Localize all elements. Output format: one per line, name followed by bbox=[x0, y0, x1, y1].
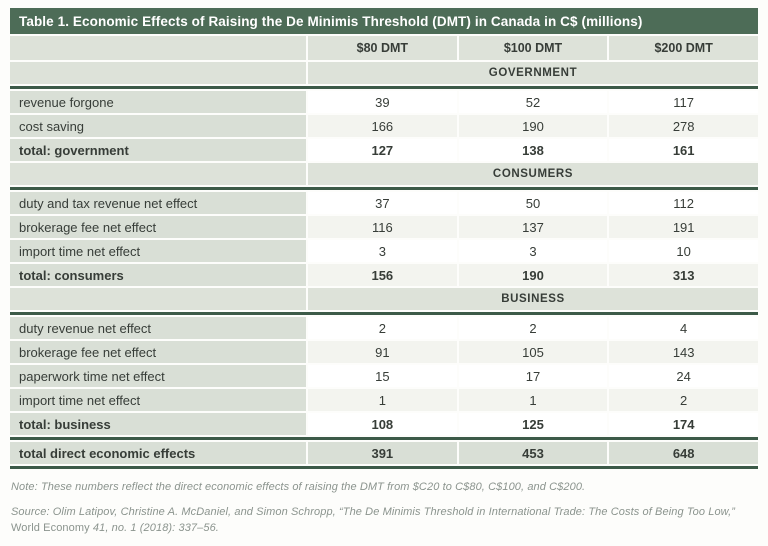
cell-value: 125 bbox=[459, 413, 608, 435]
cell-value: 52 bbox=[459, 91, 608, 113]
cell-value: 91 bbox=[308, 341, 457, 363]
grand-total-rule-bottom bbox=[10, 466, 758, 469]
cell-value: 112 bbox=[609, 192, 758, 214]
row-label: total: government bbox=[10, 139, 306, 161]
row-label: paperwork time net effect bbox=[10, 365, 306, 387]
source-citation-pages: 41, no. 1 (2018): 337–56. bbox=[89, 521, 219, 534]
column-header-200dmt: $200 DMT bbox=[609, 36, 758, 60]
column-header-row bbox=[10, 36, 758, 60]
cell-value: 105 bbox=[459, 341, 608, 363]
section-header-spacer bbox=[10, 62, 306, 84]
row-label: total: business bbox=[10, 413, 306, 435]
cell-value: 17 bbox=[459, 365, 608, 387]
table-row bbox=[10, 115, 758, 137]
row-label: brokerage fee net effect bbox=[10, 216, 306, 238]
cell-value: 166 bbox=[308, 115, 457, 137]
section-rule bbox=[10, 312, 758, 315]
column-header-100dmt: $100 DMT bbox=[459, 36, 608, 60]
row-label: import time net effect bbox=[10, 389, 306, 411]
row-label: total direct economic effects bbox=[10, 442, 306, 464]
table-row bbox=[10, 365, 758, 387]
cell-value: 391 bbox=[308, 442, 457, 464]
cell-value: 191 bbox=[609, 216, 758, 238]
cell-value: 1 bbox=[308, 389, 457, 411]
table-row-total-government bbox=[10, 139, 758, 161]
cell-value: 108 bbox=[308, 413, 457, 435]
cell-value: 648 bbox=[609, 442, 758, 464]
cell-value: 174 bbox=[609, 413, 758, 435]
row-label: cost saving bbox=[10, 115, 306, 137]
row-label: import time net effect bbox=[10, 240, 306, 262]
row-label: brokerage fee net effect bbox=[10, 341, 306, 363]
row-label: duty revenue net effect bbox=[10, 317, 306, 339]
cell-value: 50 bbox=[459, 192, 608, 214]
cell-value: 39 bbox=[308, 91, 457, 113]
cell-value: 138 bbox=[459, 139, 608, 161]
section-header-row-government bbox=[10, 62, 758, 84]
table-row bbox=[10, 341, 758, 363]
source-citation-text: Source: Olim Latipov, Christine A. McDaniel, and Simon Schropp, “The De Minimis Threshold in International Trade: The Costs of Being Too Low,” bbox=[11, 506, 736, 519]
cell-value: 278 bbox=[609, 115, 758, 137]
cell-value: 2 bbox=[609, 389, 758, 411]
column-header-80dmt: $80 DMT bbox=[308, 36, 457, 60]
table-source bbox=[11, 505, 758, 536]
cell-value: 156 bbox=[308, 264, 457, 286]
section-rule bbox=[10, 86, 758, 89]
cell-value: 4 bbox=[609, 317, 758, 339]
cell-value: 10 bbox=[609, 240, 758, 262]
cell-value: 2 bbox=[308, 317, 457, 339]
cell-value: 143 bbox=[609, 341, 758, 363]
cell-value: 3 bbox=[459, 240, 608, 262]
table-row bbox=[10, 192, 758, 214]
footnotes bbox=[10, 480, 758, 536]
cell-value: 3 bbox=[308, 240, 457, 262]
row-label: revenue forgone bbox=[10, 91, 306, 113]
table-row-total-business bbox=[10, 413, 758, 435]
section-header-row-business bbox=[10, 288, 758, 310]
row-label: total: consumers bbox=[10, 264, 306, 286]
cell-value: 37 bbox=[308, 192, 457, 214]
row-label: duty and tax revenue net effect bbox=[10, 192, 306, 214]
section-rule bbox=[10, 187, 758, 190]
section-header-consumers: CONSUMERS bbox=[308, 163, 758, 185]
cell-value: 2 bbox=[459, 317, 608, 339]
table-row-grand-total bbox=[10, 442, 758, 464]
cell-value: 117 bbox=[609, 91, 758, 113]
section-header-government: GOVERNMENT bbox=[308, 62, 758, 84]
section-header-spacer bbox=[10, 288, 306, 310]
grand-total-rule-top bbox=[10, 437, 758, 440]
cell-value: 190 bbox=[459, 264, 608, 286]
cell-value: 137 bbox=[459, 216, 608, 238]
cell-value: 313 bbox=[609, 264, 758, 286]
table-row bbox=[10, 91, 758, 113]
section-header-spacer bbox=[10, 163, 306, 185]
cell-value: 453 bbox=[459, 442, 608, 464]
table-row bbox=[10, 216, 758, 238]
source-journal-name: World Economy bbox=[11, 521, 90, 534]
table-row bbox=[10, 389, 758, 411]
section-header-business: BUSINESS bbox=[308, 288, 758, 310]
cell-value: 24 bbox=[609, 365, 758, 387]
cell-value: 127 bbox=[308, 139, 457, 161]
cell-value: 116 bbox=[308, 216, 457, 238]
table-note: Note: These numbers reflect the direct economic effects of raising the DMT from $C20 to C$80, C$100, and C$200. bbox=[11, 481, 586, 493]
cell-value: 190 bbox=[459, 115, 608, 137]
table-row bbox=[10, 317, 758, 339]
table-row bbox=[10, 240, 758, 262]
cell-value: 15 bbox=[308, 365, 457, 387]
cell-value: 161 bbox=[609, 139, 758, 161]
economic-effects-table bbox=[10, 8, 758, 536]
section-header-row-consumers bbox=[10, 163, 758, 185]
column-header-empty bbox=[10, 36, 306, 60]
table-row-total-consumers bbox=[10, 264, 758, 286]
table-title: Table 1. Economic Effects of Raising the De Minimis Threshold (DMT) in Canada in C$ (millions) bbox=[10, 8, 758, 34]
cell-value: 1 bbox=[459, 389, 608, 411]
